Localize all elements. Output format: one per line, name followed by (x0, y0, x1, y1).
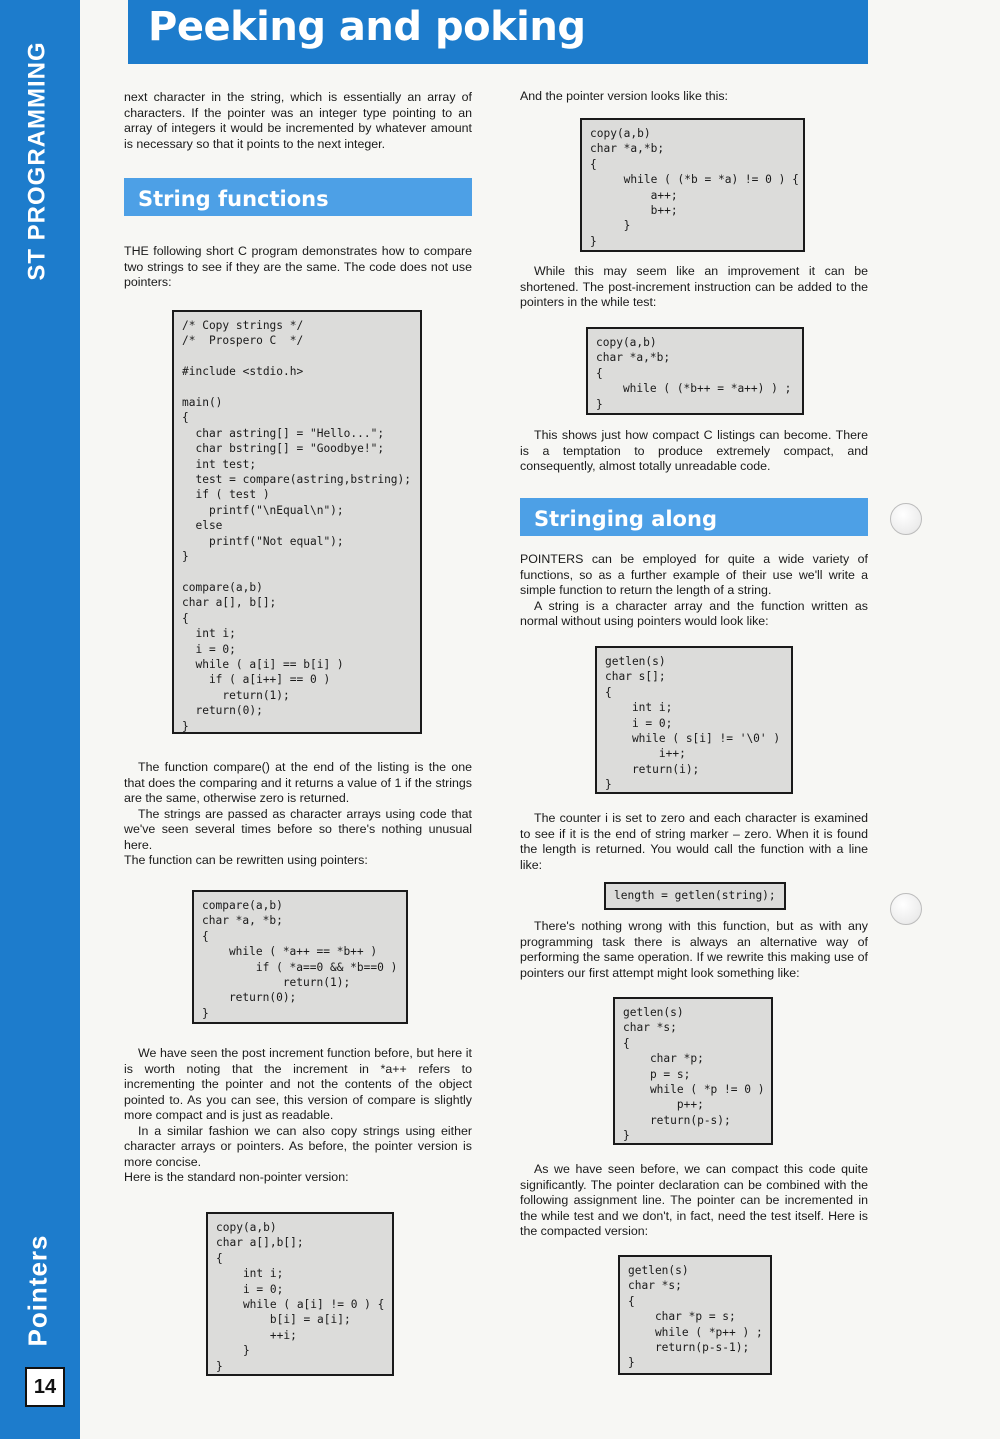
code-getlen-pointer: getlen(s) char *s; { char *p; p = s; while ( *p != 0 ) p++; return(p-s); } (613, 997, 773, 1145)
code-compare-pointer: compare(a,b) char *a, *b; { while ( *a++ == *b++ ) if ( *a==0 && *b==0 ) return(1); return(0); } (192, 890, 408, 1024)
heading-stringing-along: Stringing along (520, 498, 868, 536)
page-title: Peeking and poking (148, 4, 586, 50)
heading-string-functions: String functions (124, 178, 472, 216)
code-getlen-compact: getlen(s) char *s; { char *p = s; while ( *p++ ) ; return(p-s-1); } (618, 1255, 772, 1375)
code-call: length = getlen(string); (604, 882, 786, 910)
para-compact: This shows just how compact C listings can become. There is a temptation to produce extremely compact, and consequently, almost totally unreadable code. (520, 428, 868, 473)
topic-label: Pointers (22, 1233, 53, 1347)
section-label: ST PROGRAMMING (24, 41, 52, 281)
para-nothing-wrong: There's nothing wrong with this function, but as with any programming task there is always an alternative way of performing the same operation. If we rewrite this making use of pointers our first attempt might look something like: (520, 919, 868, 980)
code-copy-short: copy(a,b) char *a,*b; { while ( (*b++ = *a++) ) ; } (586, 327, 804, 415)
code-copy-pointer: copy(a,b) char *a,*b; { while ( (*b = *a) != 0 ) { a++; b++; } } (580, 118, 805, 252)
code-getlen-array: getlen(s) char s[]; { int i; i = 0; while ( s[i] != '\0' ) i++; return(i); } (595, 646, 793, 794)
para-pointers: POINTERS can be employed for quite a wide variety of functions, so as a further example of their use we'll write a simple function to return the length of a string. A string is a character array and the function written as normal without using pointers would look like: (520, 552, 868, 628)
para-program: THE following short C program demonstrates how to compare two strings to see if they are the same. The code does not use pointers: (124, 244, 472, 289)
intro-text: next character in the string, which is essentially an array of characters. If the pointer was an integer type pointing to an array of integers it would be incremented by whatever amount is necessary so that it points to the next integer. (124, 90, 472, 151)
code-compare-program: /* Copy strings */ /* Prospero C */ #include <stdio.h> main() { char astring[] = "Hello..."; char bstring[] = "Goodbye!"; int test; test = compare(astring,bstring); if ( test ) printf("\nEqual\n"); else printf("Not equal"); } compare(a,b) char a[], b[]; { int i; i = 0; while ( a[i] == b[i] ) if ( a[i++] == 0 ) return(1); return(0); } (172, 310, 422, 734)
para-counter: The counter i is set to zero and each character is examined to see if it is the end of string marker – zero. When it is found the length is returned. You would call the function with a line like: (520, 811, 868, 872)
para-compare: The function compare() at the end of the listing is the one that does the comparing and it returns a value of 1 if the strings are the same, otherwise zero is returned. The strings are passed as character arrays using code that we've seen several times before so there's nothing unusual here. The function can be rewritten using pointers: (124, 760, 472, 867)
para-pointer-version: And the pointer version looks like this: (520, 89, 728, 103)
title-banner (128, 0, 868, 64)
para-post-increment: We have seen the post increment function before, but here it is worth noting that the increment in *a++ refers to incrementing the pointer and not the contents of the object pointed to. As you can see, this version of compare is slightly more compact and is just as readable. In a similar fashion we can also copy strings using either character arrays or pointers. As before, the pointer version is more concise. Here is the standard non-pointer version: (124, 1046, 472, 1184)
page-number: 14 (25, 1367, 65, 1407)
code-copy-array: copy(a,b) char a[],b[]; { int i; i = 0; while ( a[i] != 0 ) { b[i] = a[i]; ++i; } } (206, 1212, 394, 1376)
para-compacted: As we have seen before, we can compact this code quite significantly. The pointer declaration can be combined with the following assignment line. The pointer can be incremented in the while test and we don't, in fact, need the test itself. Here is the compacted version: (520, 1162, 868, 1238)
binder-hole (890, 893, 922, 925)
para-shorten: While this may seem like an improvement it can be shortened. The post-increment instruction can be added to the pointers in the while test: (520, 264, 868, 309)
binder-hole (890, 503, 922, 535)
